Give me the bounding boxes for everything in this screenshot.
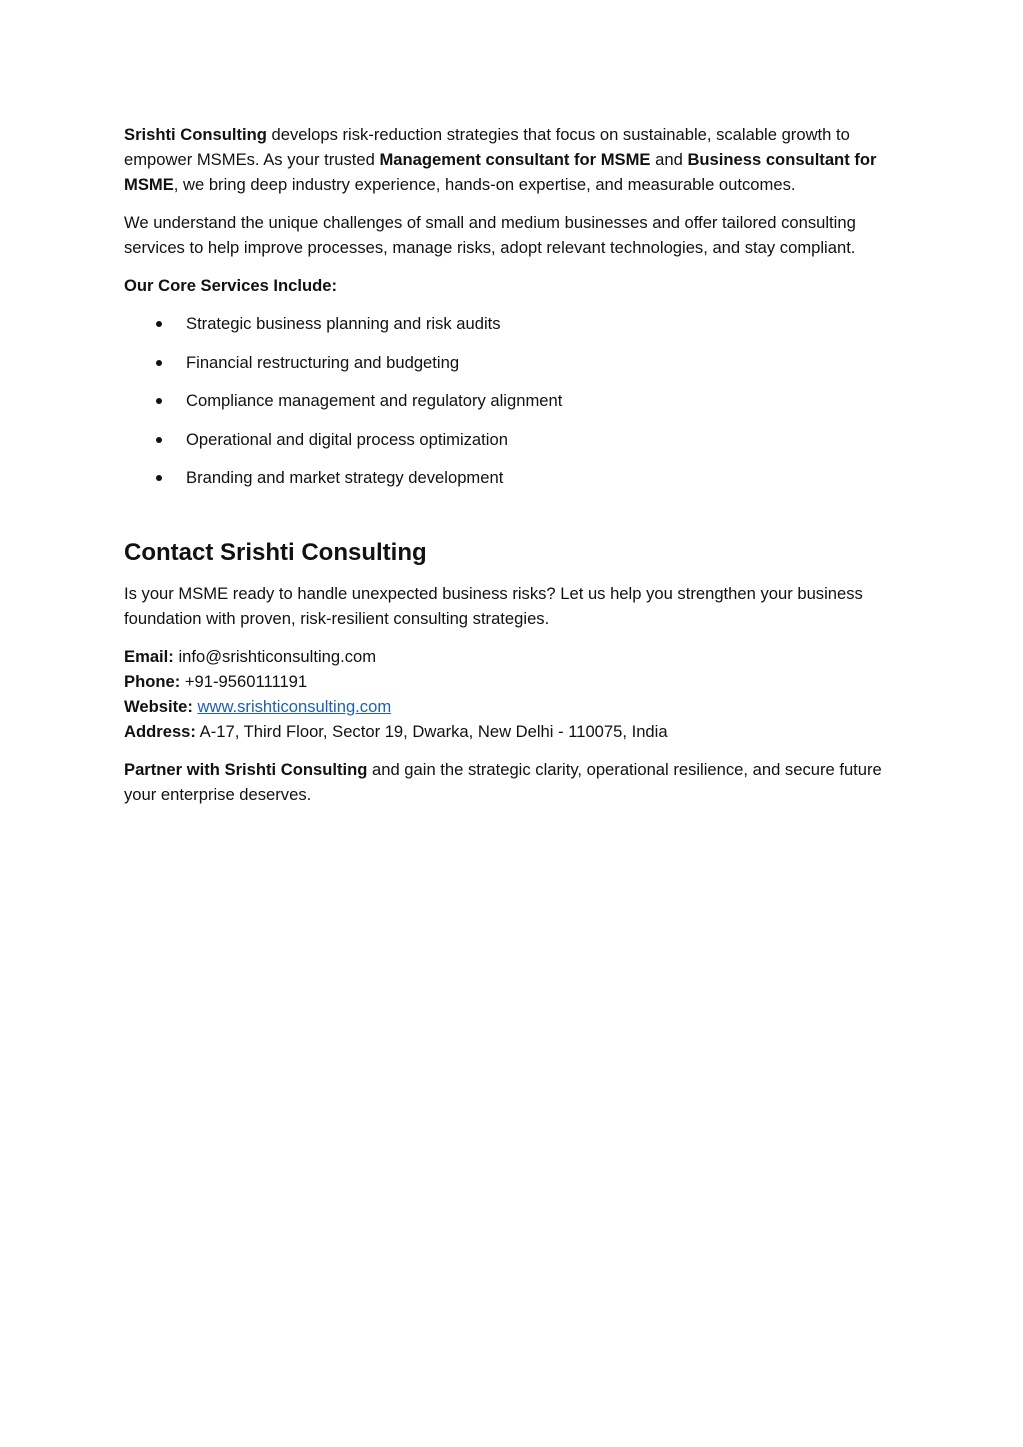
list-item [124, 427, 894, 452]
address-line [124, 719, 894, 744]
bullet-icon [156, 437, 162, 443]
business-consultant-phrase: Business consultant for MSME [124, 150, 877, 194]
services-list [124, 311, 894, 490]
phone-value: +91-9560111191 [184, 672, 308, 692]
website-link[interactable]: www.srishticonsulting.com [197, 697, 392, 717]
email-line [124, 644, 894, 669]
contact-details [124, 644, 894, 744]
service-text: Financial restructuring and budgeting [186, 352, 460, 372]
contact-intro: Is your MSME ready to handle unexpected business risks? Let us help you strengthen your business foundation with proven, risk-resilient consulting strategies. [124, 584, 863, 629]
intro-paragraph-2: We understand the unique challenges of small and medium businesses and offer tailored consulting services to help improve processes, manage risks, adopt relevant technologies, and stay compliant. [124, 213, 856, 257]
intro-text-1: develops risk-reduction strategies that focus on sustainable, scalable growth to empower MSMEs. As your trusted [124, 125, 850, 169]
management-consultant-phrase: Management consultant for MSME [379, 150, 651, 169]
closing-bold: Partner with Srishti Consulting [124, 760, 368, 780]
email-value: info@srishticonsulting.com [178, 647, 377, 667]
brand-name: Srishti Consulting [124, 125, 267, 144]
list-item [124, 465, 894, 490]
bullet-icon [156, 475, 162, 481]
phone-label: Phone: [124, 672, 181, 692]
closing-text: and gain the strategic clarity, operational resilience, and secure future your enterprise deserves. [124, 760, 882, 805]
services-label: Our Core Services Include: [124, 276, 338, 295]
address-label: Address: [124, 722, 196, 742]
document-page [124, 122, 894, 820]
service-text: Branding and market strategy development [186, 468, 504, 488]
website-line [124, 694, 894, 719]
contact-heading: Contact Srishti Consulting [124, 539, 427, 567]
bullet-icon [156, 321, 162, 327]
email-label: Email: [124, 647, 174, 667]
address-value: A-17, Third Floor, Sector 19, Dwarka, New Delhi - 110075, India [199, 722, 668, 742]
list-item [124, 350, 894, 375]
intro-text-2: and [650, 150, 688, 169]
intro-paragraph-1 [124, 122, 894, 197]
website-label: Website: [124, 697, 193, 717]
list-item [124, 311, 894, 336]
list-item [124, 388, 894, 413]
closing-paragraph [124, 757, 894, 807]
bullet-icon [156, 398, 162, 404]
bullet-icon [156, 360, 162, 366]
service-text: Strategic business planning and risk audits [186, 314, 501, 333]
phone-line [124, 669, 894, 694]
service-text: Operational and digital process optimization [186, 429, 508, 449]
intro-text-3: , we bring deep industry experience, hands-on expertise, and measurable outcomes. [173, 175, 796, 194]
service-text: Compliance management and regulatory alignment [186, 391, 563, 411]
